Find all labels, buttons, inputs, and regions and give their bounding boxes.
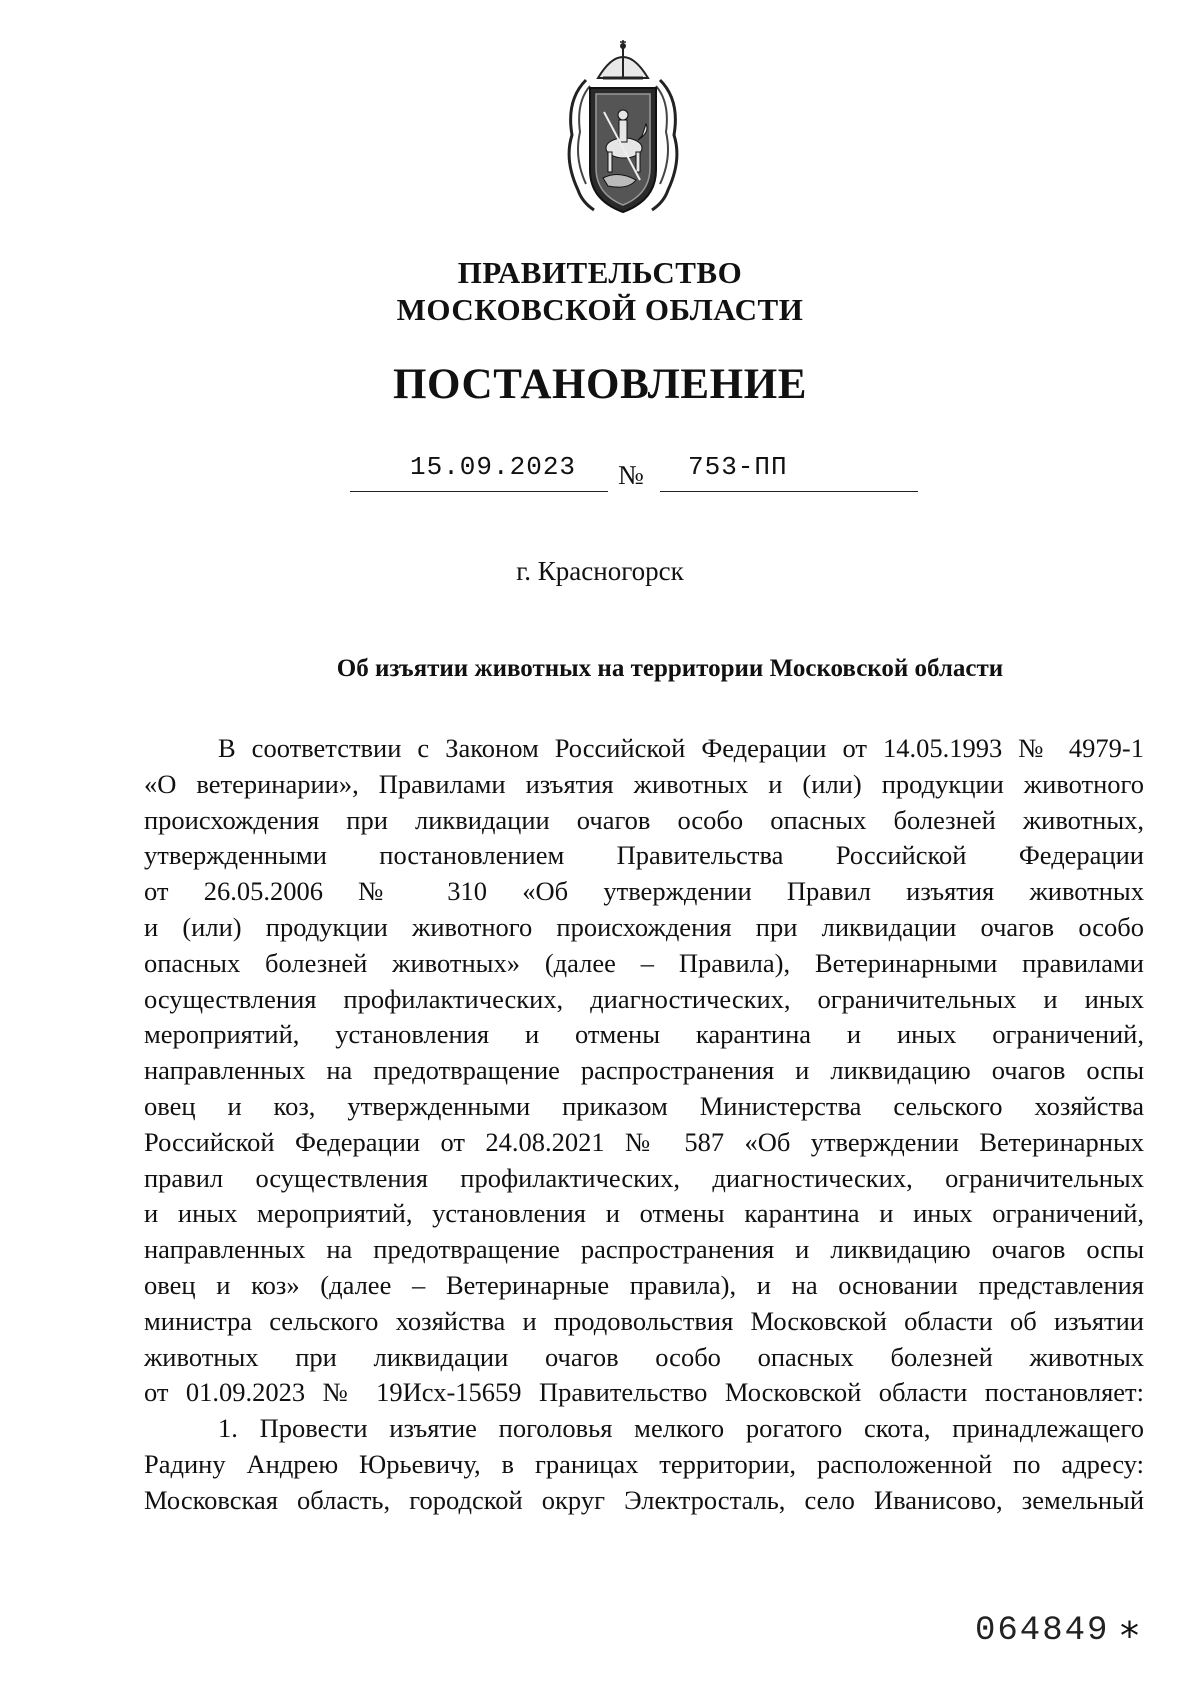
paragraph-item-1: [144, 1411, 1144, 1518]
text-line: правил осуществления профилактических, диагностических, ограничительных: [144, 1162, 1144, 1193]
text-line: утвержденными постановлением Правительства Российской Федерации: [144, 840, 1144, 871]
text-line: опасных болезней животных» (далее – Правила), Ветеринарными правилами: [144, 947, 1144, 978]
document-date: 15.09.2023: [410, 452, 577, 482]
serial-number: 064849: [975, 1612, 1110, 1650]
text-line: Радину Андрею Юрьевичу, в границах территории, расположенной по адресу:: [144, 1448, 1144, 1479]
text-line: и иных мероприятий, установления и отмены карантина и иных ограничений,: [144, 1198, 1144, 1229]
number-sign: №: [618, 460, 644, 490]
text-line: овец и коз, утвержденными приказом Министерства сельского хозяйства: [144, 1090, 1144, 1121]
text-line: Российской Федерации от 24.08.2021 № 587 «Об утверждении Ветеринарных: [144, 1126, 1144, 1157]
text-line: В соответствии с Законом Российской Федерации от 14.05.1993 № 4979-1: [218, 733, 1144, 763]
asterisk-mark: *: [1120, 1614, 1139, 1658]
text-line: Московская область, городской округ Электросталь, село Иванисово, земельный: [144, 1484, 1144, 1515]
text-line: министра сельского хозяйства и продовольствия Московской области об изъятии: [144, 1305, 1144, 1336]
organization-name-line2: МОСКОВСКОЙ ОБЛАСТИ: [396, 292, 804, 327]
text-line: от 01.09.2023 № 19Исх-15659 Правительство Московской области постановляет:: [144, 1377, 1144, 1408]
number-underline: [660, 491, 918, 492]
document-body: [144, 731, 1144, 1519]
city: г. Красногорск: [516, 556, 684, 586]
paragraph-preamble: [144, 731, 1144, 1411]
text-line: овец и коз» (далее – Ветеринарные правила), и на основании представления: [144, 1269, 1144, 1300]
text-line: животных при ликвидации очагов особо опасных болезней животных: [144, 1341, 1144, 1372]
text-line: мероприятий, установления и отмены карантина и иных ограничений,: [144, 1019, 1144, 1050]
organization-name-line1: ПРАВИТЕЛЬСТВО: [457, 255, 743, 290]
text-line: и (или) продукции животного происхождения при ликвидации очагов особо: [144, 911, 1144, 942]
document-number: 753-ПП: [688, 452, 788, 482]
text-line: осуществления профилактических, диагностических, ограничительных и иных: [144, 983, 1144, 1014]
document-title: Об изъятии животных на территории Московской области: [336, 655, 1004, 682]
text-line: направленных на предотвращение распространения и ликвидацию очагов оспы: [144, 1055, 1144, 1086]
coat-of-arms-icon: [558, 40, 688, 220]
text-line: от 26.05.2006 № 310 «Об утверждении Правил изъятия животных: [144, 876, 1144, 907]
text-line: «О ветеринарии», Правилами изъятия животных и (или) продукции животного: [144, 768, 1144, 799]
text-line: происхождения при ликвидации очагов особо опасных болезней животных,: [144, 804, 1144, 835]
text-line: 1. Провести изъятие поголовья мелкого рогатого скота, принадлежащего: [218, 1413, 1144, 1444]
document-type: ПОСТАНОВЛЕНИЕ: [392, 361, 808, 408]
date-underline: [350, 491, 608, 492]
text-line: направленных на предотвращение распространения и ликвидацию очагов оспы: [144, 1234, 1144, 1265]
